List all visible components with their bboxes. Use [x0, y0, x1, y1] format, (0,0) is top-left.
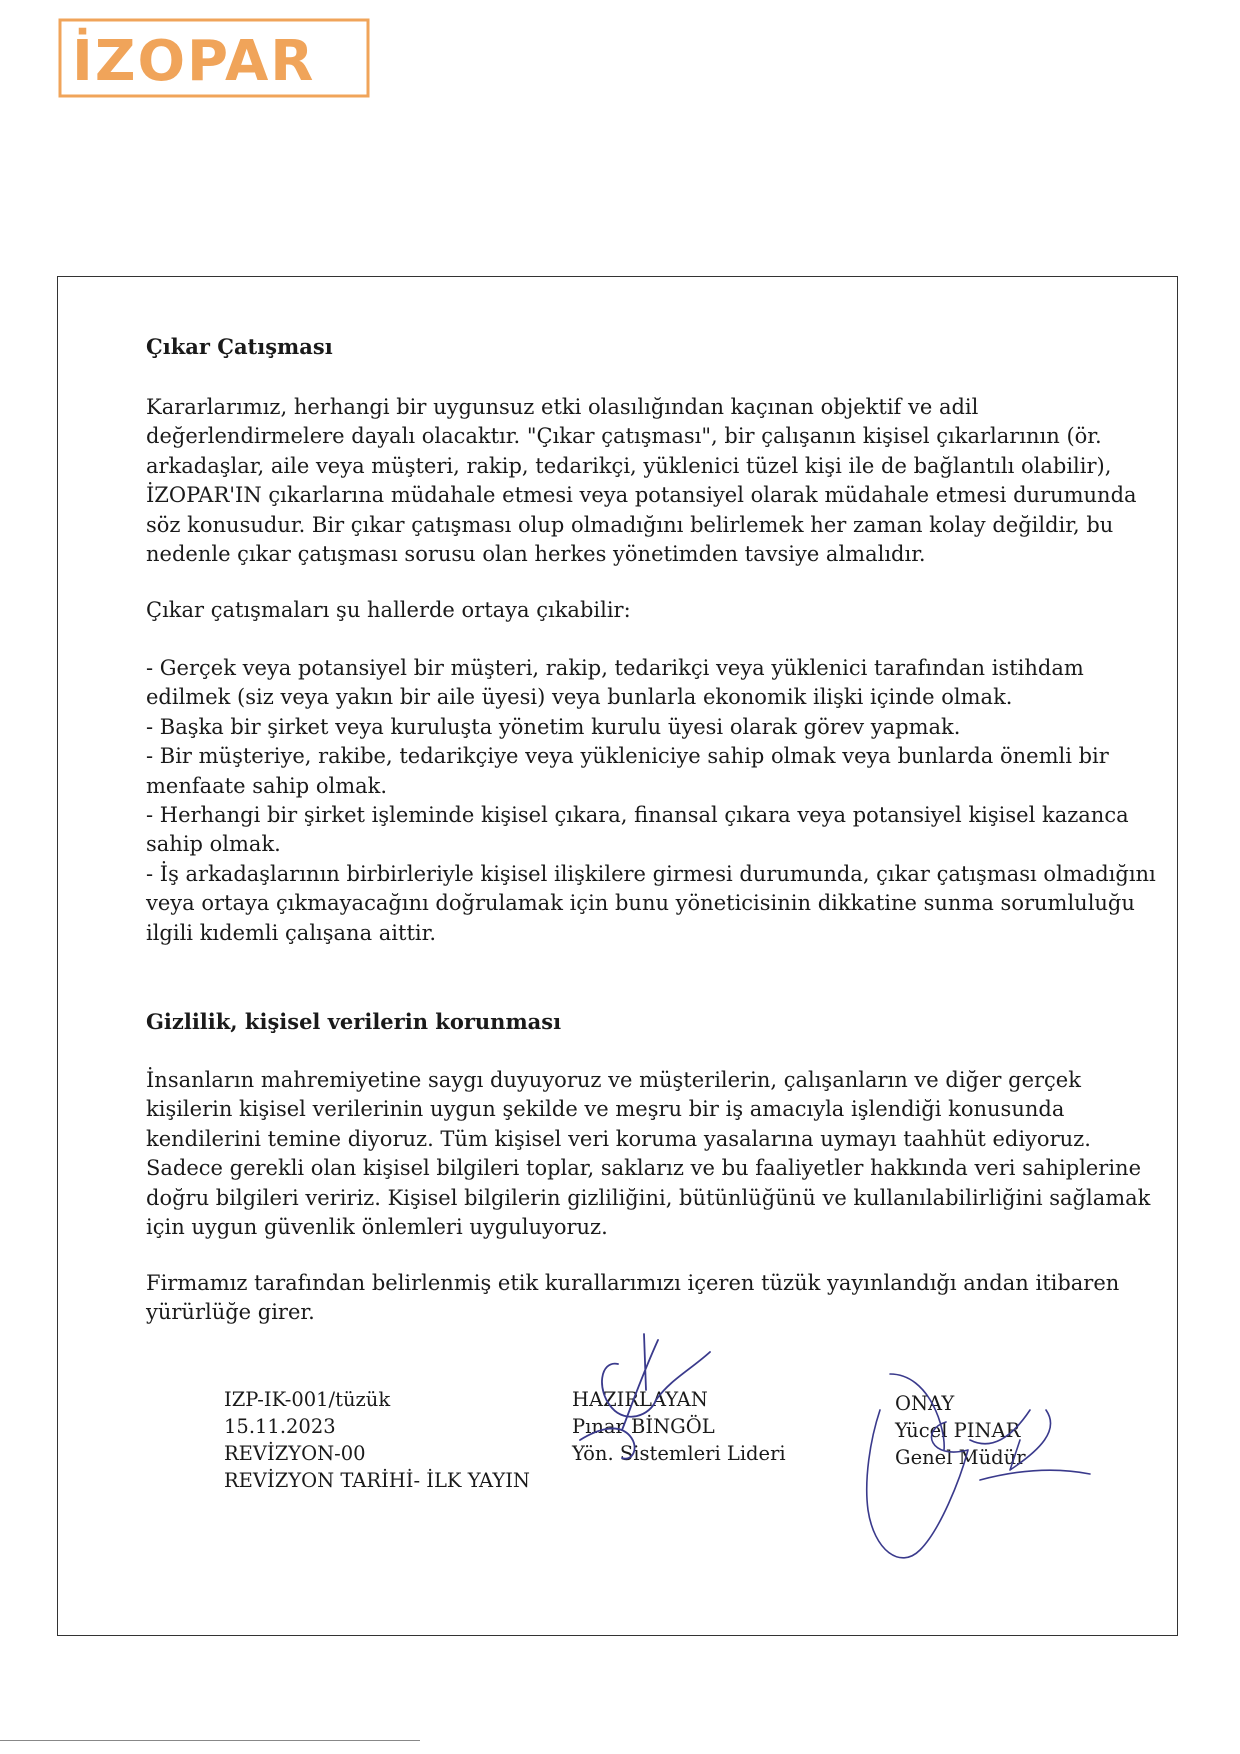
page-bottom-rule: [0, 1740, 420, 1741]
revision-number: REVİZYON-00: [224, 1442, 366, 1465]
approver-signature: [850, 1370, 1110, 1570]
document-date: 15.11.2023: [224, 1415, 336, 1438]
prepared-title: Yön. Sistemleri Lideri: [572, 1442, 786, 1465]
paragraph-conflict-cases-lead: Çıkar çatışmaları şu hallerde ortaya çıkabilir:: [146, 598, 631, 622]
paragraph-privacy: İnsanların mahremiyetine saygı duyuyoruz ve müşterilerin, çalışanların ve diğer gerçek kişilerin kişisel verilerinin uygun şekilde ve meşru bir iş amacıyla işlendiği konusunda kendilerini temine diyoruz. Tüm kişisel veri koruma yasalarına uymayı taahhüt ediyoruz. Sadece gerekli olan kişisel bilgileri toplar, saklarız ve bu faaliyetler hakkında veri sahiplerine doğru bilgileri veririz. Kişisel bilgilerin gizliliğini, bütünlüğünü ve kullanılabilirliğini sağlamak için uygun güvenlik önlemleri uyguluyoruz.: [146, 1068, 1151, 1240]
preparer-signature: [560, 1330, 730, 1480]
approved-name: Yücel PINAR: [895, 1419, 1021, 1442]
logo-text: İZOPAR: [72, 29, 316, 94]
document-code: IZP-IK-001/tüzük: [224, 1388, 391, 1411]
section-title-conflict-of-interest: Çıkar Çatışması: [146, 334, 333, 359]
prepared-name: Pınar BİNGÖL: [572, 1415, 715, 1438]
paragraph-effective-date: Firmamız tarafından belirlenmiş etik kurallarımızı içeren tüzük yayınlandığı andan itibaren yürürlüğe girer.: [146, 1271, 1120, 1325]
izopar-logo: [58, 18, 370, 98]
approved-label: ONAY: [895, 1392, 955, 1415]
paragraph-conflict-intro: Kararlarımız, herhangi bir uygunsuz etki olasılığından kaçınan objektif ve adil değerlendirmelere dayalı olacaktır. "Çıkar çatışması", bir çalışanın kişisel çıkarlarının (ör. arkadaşlar, aile veya müşteri, rakip, tedarikçi, yüklenici tüzel kişi ile de bağlantılı olabilir), İZOPAR'IN çıkarlarına müdahale etmesi veya potansiyel olarak müdahale etmesi durumunda söz konusudur. Bir çıkar çatışması olup olmadığını belirlemek her zaman kolay değildir, bu nedenle çıkar çatışması sorusu olan herkes yönetimden tavsiye almalıdır.: [146, 395, 1137, 567]
approved-title: Genel Müdür: [895, 1446, 1026, 1469]
section-title-privacy: Gizlilik, kişisel verilerin korunması: [146, 1009, 562, 1034]
document-info: [224, 1386, 530, 1494]
paragraph-conflict-cases-list: - Gerçek veya potansiyel bir müşteri, rakip, tedarikçi veya yüklenici tarafından istihdam edilmek (siz veya yakın bir aile üyesi) veya bunlarla ekonomik ilişki içinde olmak. - Başka bir şirket veya kuruluşta yönetim kurulu üyesi olarak görev yapmak. - Bir müşteriye, rakibe, tedarikçiye veya yükleniciye sahip olmak veya bunlarda önemli bir menfaate sahip olmak. - Herhangi bir şirket işleminde kişisel çıkara, finansal çıkara veya potansiyel kişisel kazanca sahip olmak. - İş arkadaşlarının birbirleriyle kişisel ilişkilere girmesi durumunda, çıkar çatışması olmadığını veya ortaya çıkmayacağını doğrulamak için bunu yöneticisinin dikkatine sunma sorumluluğu ilgili kıdemli çalışana aittir.: [146, 656, 1156, 945]
revision-date: REVİZYON TARİHİ- İLK YAYIN: [224, 1469, 530, 1492]
prepared-label: HAZIRLAYAN: [572, 1388, 708, 1411]
